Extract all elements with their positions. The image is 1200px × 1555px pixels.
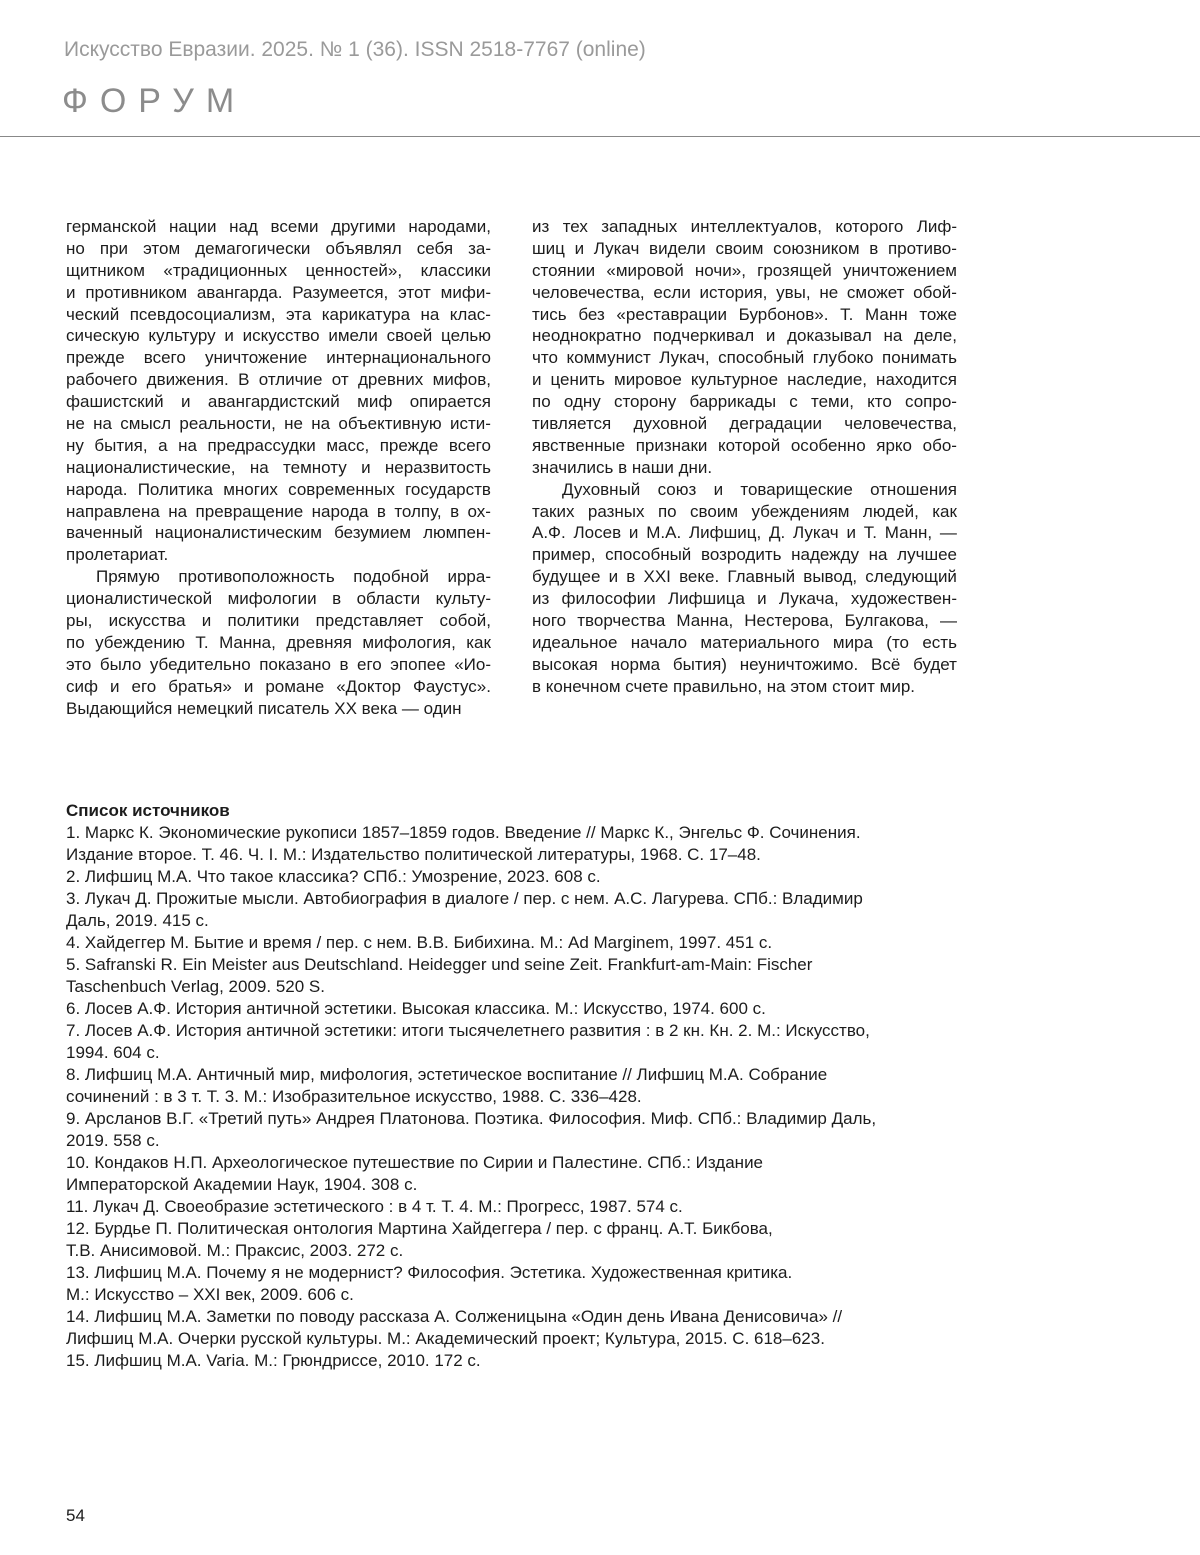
text-line: из тех западных интеллектуалов, которого Лиф-: [532, 217, 957, 236]
text-line: направлена на превращение народа в толпу, в ох-: [66, 501, 491, 521]
reference-line: 1. Маркс К. Экономические рукописи 1857–1859 годов. Введение // Маркс К., Энгельс Ф. Сочинения.: [66, 823, 861, 842]
text-line: тись без «реставрации Бурбонов». Т. Манн тоже: [532, 304, 957, 324]
reference-line: 8. Лифшиц М.А. Античный мир, мифология, эстетическое воспитание // Лифшиц М.А. Собрание: [66, 1065, 828, 1084]
text-line: Духовный союз и товарищеские отношения: [562, 479, 957, 499]
reference-line: 4. Хайдеггер М. Бытие и время / пер. с нем. В.В. Бибихина. М.: Ad Marginem, 1997. 451 с.: [66, 933, 773, 952]
text-line: ну бытия, а на предрассудки масс, прежде всего: [66, 435, 491, 455]
text-line: тивляется духовной деградации человечества,: [532, 414, 957, 434]
reference-line: Издание второе. Т. 46. Ч. I. М.: Издательство политической литературы, 1968. С. 17–48.: [66, 845, 761, 864]
text-line: значились в наши дни.: [532, 457, 713, 477]
reference-line: 6. Лосев А.Ф. История античной эстетики. Высокая классика. М.: Искусство, 1974. 600 с.: [66, 999, 766, 1018]
text-line: шиц и Лукач видели своим союзником в противо-: [532, 238, 957, 258]
text-line: и ценить мировое культурное наследие, находится: [532, 370, 957, 390]
text-line: по одну сторону баррикады с теми, кто сопро-: [532, 392, 957, 412]
text-line: неоднократно подчеркивал и доказывал на деле,: [532, 326, 957, 346]
text-line: Выдающийся немецкий писатель XX века — один: [66, 698, 462, 718]
reference-line: М.: Искусство – XXI век, 2009. 606 с.: [66, 1285, 354, 1304]
text-line: в конечном счете правильно, на этом стоит мир.: [532, 676, 916, 696]
text-line: стоянии «мировой ночи», грозящей уничтожением: [532, 260, 957, 280]
text-line: идеальное начало материального мира (то есть: [532, 632, 957, 652]
text-line: высокая норма бытия) неуничтожимо. Всё будет: [532, 654, 957, 674]
reference-line: 14. Лифшиц М.А. Заметки по поводу рассказа А. Солженицына «Один день Ивана Денисовича» //: [66, 1307, 843, 1326]
text-line: фашистский и авангардистский миф опирается: [66, 392, 491, 412]
text-line: и противником авангарда. Разумеется, этот мифи-: [66, 282, 491, 302]
text-line: из философии Лифшица и Лукача, художествен-: [532, 589, 957, 609]
text-line: сическую культуру и искусство имели своей целью: [66, 326, 491, 346]
reference-line: 7. Лосев А.Ф. История античной эстетики: итоги тысячелетнего развития : в 2 кн. Кн. 2. М.: Искусство,: [66, 1021, 870, 1040]
text-line: ваченный националистическим безумием люмпен-: [66, 523, 491, 543]
text-line: человечества, если история, увы, не сможет обой-: [532, 282, 957, 302]
text-line: по убеждению Т. Манна, древняя мифология, как: [66, 632, 491, 652]
reference-line: 13. Лифшиц М.А. Почему я не модернист? Философия. Эстетика. Художественная критика.: [66, 1263, 793, 1282]
text-line: щитником «традиционных ценностей», классики: [66, 260, 491, 280]
text-line: Прямую противоположность подобной ирра-: [96, 567, 491, 587]
reference-line: 1994. 604 с.: [66, 1043, 160, 1062]
text-line: рабочего движения. В отличие от древних мифов,: [66, 370, 491, 390]
reference-line: Taschenbuch Verlag, 2009. 520 S.: [66, 977, 325, 996]
text-line: народа. Политика многих современных государств: [66, 479, 491, 499]
text-line: будущее и в XXI веке. Главный вывод, следующий: [532, 567, 957, 587]
text-line: А.Ф. Лосев и М.А. Лифшиц, Д. Лукач и Т. Манн, —: [532, 523, 957, 543]
text-line: таких разных по своим убеждениям людей, как: [532, 501, 957, 521]
reference-line: 9. Арсланов В.Г. «Третий путь» Андрея Платонова. Поэтика. Философия. Миф. СПб.: Владимир Даль,: [66, 1109, 877, 1128]
page-number: 54: [66, 1506, 85, 1525]
references-list: [66, 822, 1146, 1372]
text-line: ционалистической мифологии в области культу-: [66, 589, 491, 609]
right-text-column: [532, 216, 957, 698]
journal-title: Искусство Евразии. 2025. № 1 (36). ISSN 2518-7767 (online): [64, 38, 646, 61]
reference-line: 15. Лифшиц М.А. Varia. М.: Грюндриссе, 2010. 172 с.: [66, 1351, 481, 1370]
text-line: ческий псевдосоциализм, эта карикатура на клас-: [66, 304, 491, 324]
section-title: ФОРУМ: [62, 82, 247, 120]
reference-line: Лифшиц М.А. Очерки русской культуры. М.: Академический проект; Культура, 2015. С. 618–623.: [66, 1329, 825, 1348]
text-line: германской нации над всеми другими народами,: [66, 217, 491, 236]
references-title: Список источников: [66, 801, 230, 820]
references-section: [66, 800, 1146, 1372]
reference-line: 10. Кондаков Н.П. Археологическое путешествие по Сирии и Палестине. СПб.: Издание: [66, 1153, 764, 1172]
text-line: не на смысл реальности, не на объективную исти-: [66, 414, 491, 434]
text-line: националистические, на темноту и неразвитость: [66, 457, 491, 477]
reference-line: 2019. 558 с.: [66, 1131, 160, 1150]
text-line: пролетариат.: [66, 545, 169, 565]
reference-line: 5. Safranski R. Ein Meister aus Deutschland. Heidegger und seine Zeit. Frankfurt-am-Main: Fischer: [66, 955, 813, 974]
reference-line: 3. Лукач Д. Прожитые мысли. Автобиография в диалоге / пер. с нем. А.С. Лагурева. СПб.: Владимир: [66, 889, 863, 908]
reference-line: сочинений : в 3 т. Т. 3. М.: Изобразительное искусство, 1988. С. 336–428.: [66, 1087, 642, 1106]
text-line: что коммунист Лукач, способный глубоко понимать: [532, 348, 957, 368]
left-text-column: [66, 216, 491, 719]
text-line: ного творчества Манна, Нестерова, Булгакова, —: [532, 611, 957, 631]
text-line: пример, способный возродить надежду на лучшее: [532, 545, 957, 565]
text-line: явственные признаки которой особенно ярко обо-: [532, 435, 957, 455]
reference-line: 11. Лукач Д. Своеобразие эстетического : в 4 т. Т. 4. М.: Прогресс, 1987. 574 с.: [66, 1197, 683, 1216]
reference-line: 12. Бурдье П. Политическая онтология Мартина Хайдеггера / пер. с франц. А.Т. Бикбова,: [66, 1219, 773, 1238]
reference-line: Императорской Академии Наук, 1904. 308 с.: [66, 1175, 418, 1194]
text-line: ры, искусства и политики представляет собой,: [66, 611, 491, 631]
text-line: но при этом демагогически объявлял себя за-: [66, 238, 491, 258]
reference-line: Т.В. Анисимовой. М.: Праксис, 2003. 272 с.: [66, 1241, 404, 1260]
text-line: прежде всего уничтожение интернационального: [66, 348, 491, 368]
reference-line: 2. Лифшиц М.А. Что такое классика? СПб.: Умозрение, 2023. 608 с.: [66, 867, 601, 886]
text-line: сиф и его братья» и романе «Доктор Фаустус».: [66, 676, 491, 696]
header-divider: [0, 136, 1200, 137]
text-line: это было убедительно показано в его эпопее «Ио-: [66, 654, 491, 674]
reference-line: Даль, 2019. 415 с.: [66, 911, 209, 930]
